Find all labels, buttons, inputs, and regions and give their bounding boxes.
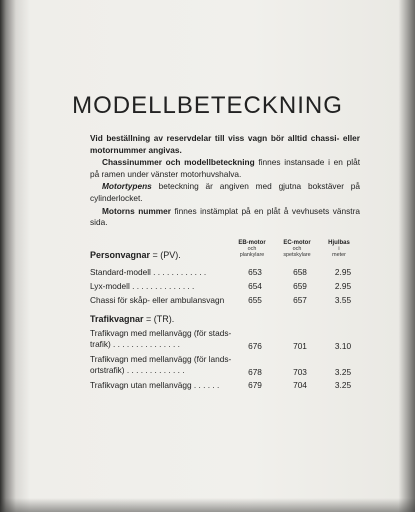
row-label: Trafikvagn med mellanvägg (för lands- [90, 354, 232, 364]
row-label: Lyx-modell . . . . . . . . . . . . . . [90, 281, 195, 291]
intro-paragraph-4-text: finnes instämplat på en plåt å vevhusets vänstra sida. [90, 205, 360, 228]
hjulbas-value: 2.95 [334, 281, 352, 291]
table-row [90, 354, 370, 376]
section-personvagnar [90, 250, 181, 260]
intro-paragraph-3 [90, 181, 360, 204]
eb-motor-value: 678 [248, 367, 262, 377]
section-label: Trafikvagnar [90, 314, 144, 324]
intro-paragraph-4 [90, 206, 360, 229]
intro-paragraph-1: Vid beställning av reservdelar till viss vagn bör alltid chassi- eller motornummer angivas. [90, 133, 360, 155]
eb-motor-value: 655 [248, 295, 262, 305]
ec-motor-value: 703 [293, 367, 307, 377]
hjulbas-value: 3.10 [334, 341, 352, 351]
column-header-hjulbas [322, 240, 356, 258]
intro-paragraph-2-text: finnes instansade i en plåt på ramen under vänster motorhuvshalva. [90, 157, 360, 179]
section-suffix: = (TR). [143, 314, 175, 324]
section-label: Personvagnar [90, 250, 151, 260]
intro-paragraph-3-text: beteckning är angiven med gjutna bokstäver på cylinderlocket. [90, 181, 360, 203]
eb-motor-value: 679 [248, 380, 262, 390]
column-header-sub: meter [332, 252, 346, 258]
ec-motor-value: 701 [293, 341, 307, 351]
chassinummer-label: Chassinummer och modellbeteckning [102, 157, 255, 168]
column-header-sub: spetskylare [283, 252, 311, 258]
column-header-sub: i [338, 246, 340, 252]
column-header-title: EC-motor [283, 240, 311, 246]
column-header-title: EB-motor [238, 240, 266, 246]
intro-text [90, 133, 360, 230]
section-trafikvagnar [90, 314, 174, 324]
eb-motor-value: 654 [248, 281, 262, 291]
eb-motor-value: 653 [248, 267, 262, 277]
row-label: Trafikvagn med mellanvägg (för stads- [90, 328, 232, 338]
eb-motor-value: 676 [248, 341, 262, 351]
row-label: Chassi för skåp- eller ambulansvagn [90, 295, 225, 305]
intro-paragraph-2 [90, 157, 360, 180]
column-header-sub: och [292, 246, 302, 252]
ec-motor-value: 657 [293, 295, 307, 305]
row-label: Trafikvagn utan mellanvägg . . . . . . [90, 380, 220, 390]
row-label: Standard-modell . . . . . . . . . . . . [90, 267, 207, 277]
column-header-sub: plankylare [239, 252, 265, 258]
motortypens-label: Motortypens [102, 181, 152, 192]
ec-motor-value: 659 [293, 281, 307, 291]
column-header-ec-motor [277, 240, 317, 258]
hjulbas-value: 3.55 [334, 295, 352, 305]
ec-motor-value: 704 [293, 380, 307, 390]
hjulbas-value: 3.25 [334, 367, 352, 377]
motorns-nummer-label: Motorns nummer [102, 205, 171, 216]
section-suffix: = (PV). [150, 250, 181, 260]
hjulbas-value: 2.95 [334, 267, 352, 277]
ec-motor-value: 658 [293, 267, 307, 277]
hjulbas-value: 3.25 [334, 380, 352, 390]
column-header-eb-motor [232, 240, 272, 258]
column-header-title: Hjulbas [328, 240, 350, 246]
row-label-cont: ortstrafik) . . . . . . . . . . . . . [90, 365, 185, 375]
row-label-cont: trafik) . . . . . . . . . . . . . . . [90, 339, 180, 349]
table-row [90, 328, 370, 350]
column-header-sub: och [247, 246, 257, 252]
page-title: MODELLBETECKNING [72, 92, 343, 119]
